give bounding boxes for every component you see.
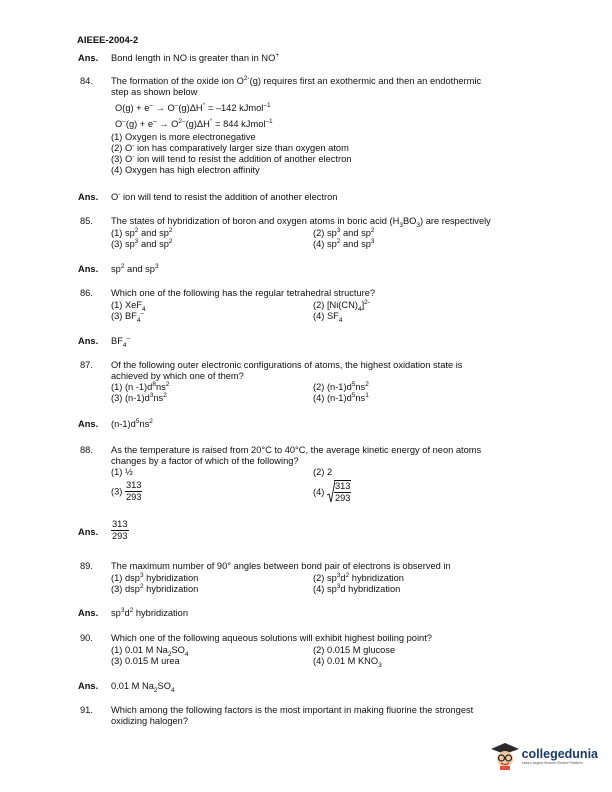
q87-number: 87. xyxy=(80,360,93,370)
q84-text-line2: step as shown below xyxy=(111,87,198,97)
q89-answer-label: Ans. xyxy=(78,608,99,618)
q90-option-1: (1) 0.01 M $Na_2SO_4$ xyxy=(111,645,189,658)
q87-option-1: (1) (n $-1)d^8ns^2$ xyxy=(111,380,170,392)
q84-option-4: (4) Oxygen has high electron affinity xyxy=(111,165,260,175)
q87-answer-label: Ans. xyxy=(78,419,99,429)
q86-option-4: (4) $SF_4$ xyxy=(313,311,343,324)
q85-option-2: (2) $sp^3$ and $sp^2$ xyxy=(313,226,375,238)
q89-option-3: (3) dsp$^2$ hybridization xyxy=(111,582,199,594)
q84-number: 84. xyxy=(80,76,93,86)
q88-option-2: (2) 2 xyxy=(313,467,333,477)
q85-answer: $sp^2$ and $sp^3$ xyxy=(111,262,159,274)
q90-option-4: (4) 0.01 M $KNO_3$ xyxy=(313,656,382,669)
q89-text-line1: The maximum number of 90° angles between bond pair of electrons is observed in xyxy=(111,561,451,571)
q86-option-2: (2) $[Ni(CN)_4]^{2-}$ xyxy=(313,298,370,313)
q86-option-1: (1) XeF$_4$ xyxy=(111,300,146,313)
q88-answer-fraction: $\frac{313}{293}$ xyxy=(112,519,128,541)
q88-option-4-sqrt-fraction: $\frac{313}{293}$ xyxy=(327,480,352,504)
q89-option-2: (2) $sp^3d^2$ hybridization xyxy=(313,571,404,583)
q91-text-line2: oxidizing halogen? xyxy=(111,716,189,726)
q88-text-line1: As the temperature is raised from 20°C to 40°C, the average kinetic energy of neon atoms xyxy=(111,445,482,455)
q85-text-line1: The states of hybridization of boron and oxygen atoms in boric acid $(H_3BO_3)$ are respectively xyxy=(111,216,491,229)
q87-option-2: (2) $(n-1)d^5ns^2$ xyxy=(313,380,369,392)
q85-option-1: (1) $sp^2$ and $sp^2$ xyxy=(111,226,173,238)
q89-option-4: (4) $sp^3d$ hybridization xyxy=(313,582,401,594)
graduate-mascot-icon xyxy=(490,742,520,770)
q86-text-line1: Which one of the following has the regular tetrahedral structure? xyxy=(111,288,376,298)
q84-text-line1: The formation of the oxide ion $O^{2-}(g)$ requires first an exothermic and then an endothermic xyxy=(111,74,482,86)
q86-number: 86. xyxy=(80,288,93,298)
q91-text-line1: Which among the following factors is the most important in making fluorine the strongest xyxy=(111,705,474,715)
document-title: AIEEE-2004-2 xyxy=(77,35,139,46)
q88-option-3: (3) $\frac{313}{293}$ xyxy=(111,480,142,502)
q89-number: 89. xyxy=(80,561,93,571)
q89-option-1: (1) dsp$^3$ hybridization xyxy=(111,571,199,583)
q90-answer-label: Ans. xyxy=(78,681,99,691)
q87-text-line2: achieved by which one of them? xyxy=(111,371,244,381)
q88-answer xyxy=(111,519,129,542)
q84-equation-2: $O^-(g) + e^- \to O^{2-}(g)\Delta H^\circ = 844$ kJmol$^{-1}$ xyxy=(115,117,273,129)
q88-option-4: (4) $\frac{313}{293}$ xyxy=(313,481,351,503)
logo-wordmark: collegedunia xyxy=(521,747,598,761)
q85-option-4: (4) $sp^2$ and $sp^3$ xyxy=(313,237,375,249)
q90-number: 90. xyxy=(80,633,93,643)
q84-answer-label: Ans. xyxy=(78,192,99,202)
q88-text-line2: changes by a factor of which of the following? xyxy=(111,456,299,466)
q86-answer: $BF_4^-$ xyxy=(111,334,131,349)
q85-number: 85. xyxy=(80,216,93,226)
q87-option-3: (3) $(n-1)d^3ns^2$ xyxy=(111,391,167,403)
q86-answer-label: Ans. xyxy=(78,336,99,346)
q88-answer-label: Ans. xyxy=(78,527,99,537)
q85-answer-label: Ans. xyxy=(78,264,99,274)
q90-option-2: (2) 0.015 M glucose xyxy=(313,645,396,655)
q84-equation-1: O(g) + e– → O–(g)ΔH° = –142 kJmol$^{-1}$ xyxy=(115,101,271,113)
logo-tagline: India's largest Student Review Platform xyxy=(521,761,583,765)
q90-text-line1: Which one of the following aqueous solutions will exhibit highest boiling point? xyxy=(111,633,432,643)
q84-option-3: (3) O- ion will tend to resist the addition of another electron xyxy=(111,152,352,164)
q91-number: 91. xyxy=(80,705,93,715)
q88-number: 88. xyxy=(80,445,93,455)
q89-answer: $sp^3d^2$ hybridization xyxy=(111,606,189,618)
collegedunia-logo[interactable] xyxy=(490,742,598,770)
q88-option-1: (1) ½ xyxy=(111,467,133,477)
q90-option-3: (3) 0.015 M urea xyxy=(111,656,180,666)
q86-option-3: (3) $BF_4^-$ xyxy=(111,309,145,324)
q84-option-2: (2) O- ion has comparatively larger size than oxygen atom xyxy=(111,141,349,153)
q87-option-4: (4) $(n-1)d^5ns^1$ xyxy=(313,391,369,403)
answer-prev: Bond length in NO is greater than in NO+ xyxy=(111,51,280,63)
q85-option-3: (3) $sp^3$ and $sp^2$ xyxy=(111,237,173,249)
q90-answer: 0.01 M $Na_2SO_4$ xyxy=(111,681,175,694)
q84-answer: O- ion will tend to resist the addition of another electron xyxy=(111,190,338,202)
q88-option-3-fraction: $\frac{313}{293}$ xyxy=(125,480,142,502)
q87-answer: $(n-1)d^5ns^2$ xyxy=(111,417,153,429)
answer-label: Ans. xyxy=(78,53,99,63)
q87-text-line1: Of the following outer electronic configurations of atoms, the highest oxidation state is xyxy=(111,360,463,370)
q84-option-1: (1) Oxygen is more electronegative xyxy=(111,132,256,142)
